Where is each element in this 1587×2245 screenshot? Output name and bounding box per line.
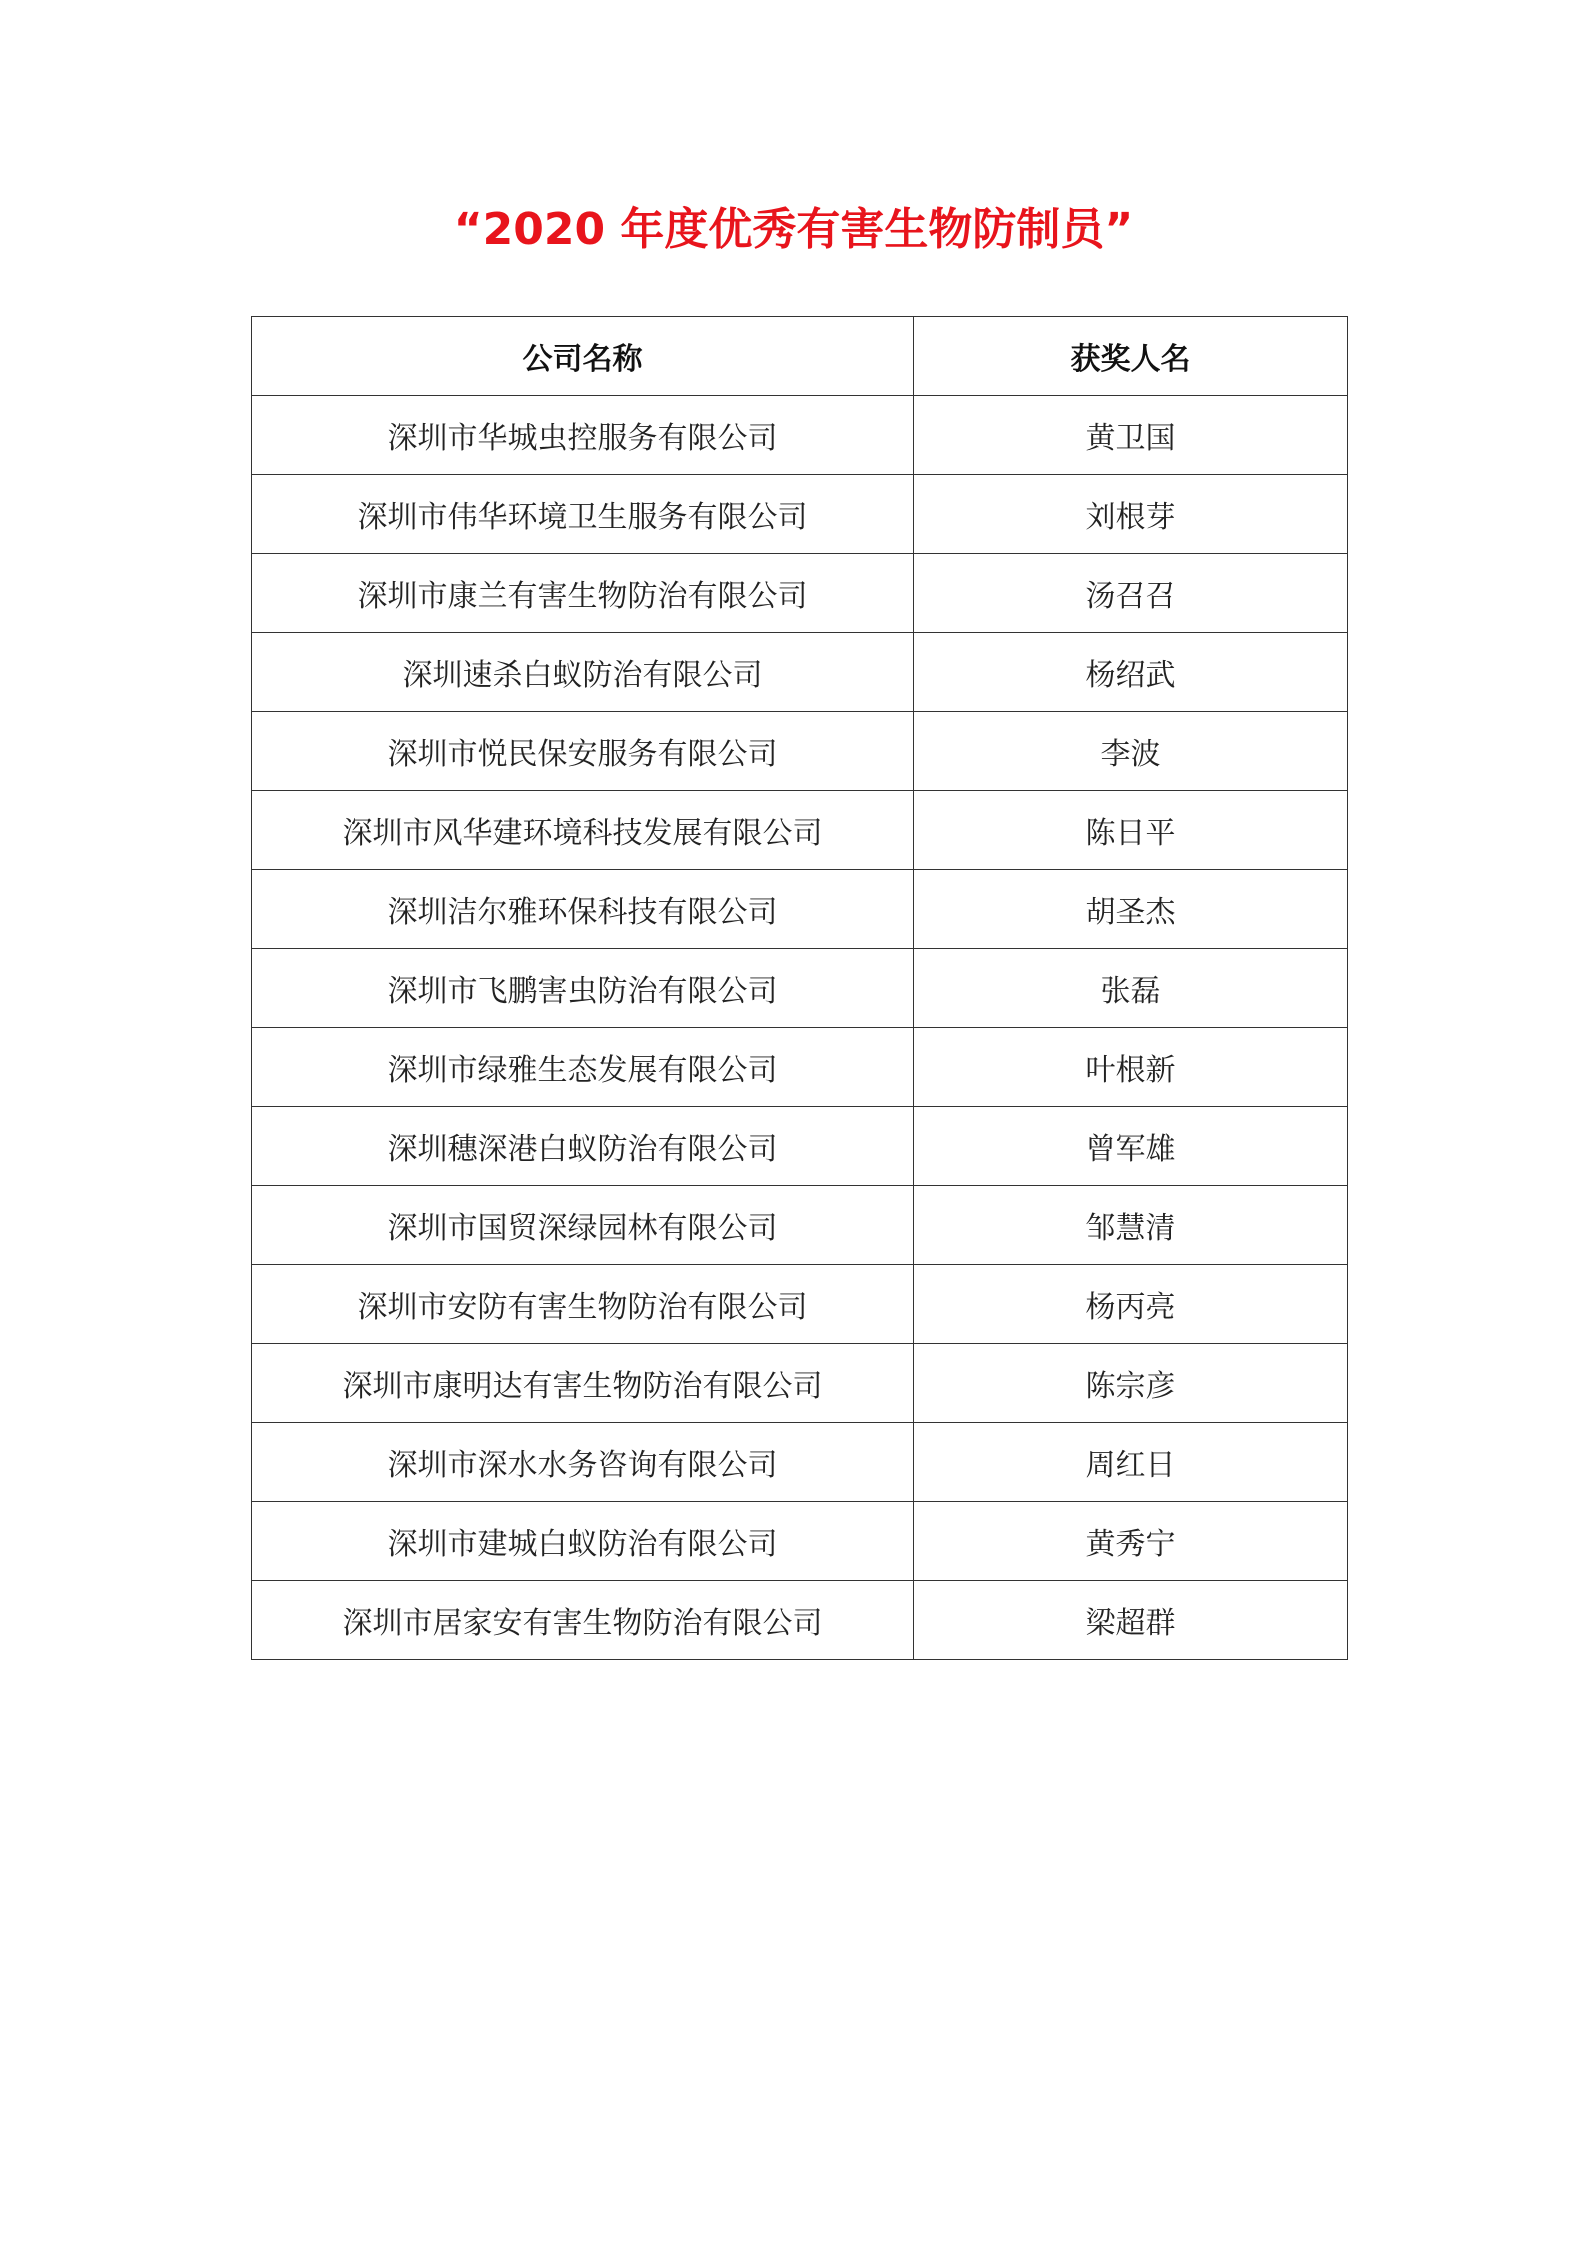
header-name: 获奖人名 — [914, 317, 1348, 396]
company-cell: 深圳市居家安有害生物防治有限公司 — [252, 1581, 914, 1660]
table-row — [252, 554, 1348, 633]
awardee-name-cell: 周红日 — [914, 1423, 1348, 1502]
awardee-name-cell: 黄卫国 — [914, 396, 1348, 475]
table-row — [252, 1502, 1348, 1581]
table-row — [252, 633, 1348, 712]
awardee-name-cell: 陈宗彦 — [914, 1344, 1348, 1423]
table-row — [252, 949, 1348, 1028]
awardee-name-cell: 陈日平 — [914, 791, 1348, 870]
table-row — [252, 1581, 1348, 1660]
company-cell: 深圳市飞鹏害虫防治有限公司 — [252, 949, 914, 1028]
awardee-name-cell: 杨丙亮 — [914, 1265, 1348, 1344]
header-company: 公司名称 — [252, 317, 914, 396]
company-cell: 深圳市伟华环境卫生服务有限公司 — [252, 475, 914, 554]
table-header-row — [252, 317, 1348, 396]
table-row — [252, 1186, 1348, 1265]
table-row — [252, 870, 1348, 949]
company-cell: 深圳市国贸深绿园林有限公司 — [252, 1186, 914, 1265]
awardee-name-cell: 杨绍武 — [914, 633, 1348, 712]
page-title: “2020 年度优秀有害生物防制员” — [453, 204, 1134, 255]
table-row — [252, 1028, 1348, 1107]
awardee-name-cell: 张磊 — [914, 949, 1348, 1028]
company-cell: 深圳市安防有害生物防治有限公司 — [252, 1265, 914, 1344]
table-row — [252, 396, 1348, 475]
table-row — [252, 1423, 1348, 1502]
company-cell: 深圳市建城白蚁防治有限公司 — [252, 1502, 914, 1581]
table-row — [252, 712, 1348, 791]
table-row — [252, 1344, 1348, 1423]
awardee-name-cell: 梁超群 — [914, 1581, 1348, 1660]
awardee-name-cell: 李波 — [914, 712, 1348, 791]
table-row — [252, 1107, 1348, 1186]
company-cell: 深圳市华城虫控服务有限公司 — [252, 396, 914, 475]
company-cell: 深圳市康明达有害生物防治有限公司 — [252, 1344, 914, 1423]
awardee-name-cell: 邹慧清 — [914, 1186, 1348, 1265]
awardee-table — [251, 316, 1348, 1660]
awardee-name-cell: 黄秀宁 — [914, 1502, 1348, 1581]
company-cell: 深圳市深水水务咨询有限公司 — [252, 1423, 914, 1502]
company-cell: 深圳速杀白蚁防治有限公司 — [252, 633, 914, 712]
company-cell: 深圳市悦民保安服务有限公司 — [252, 712, 914, 791]
awardee-name-cell: 汤召召 — [914, 554, 1348, 633]
company-cell: 深圳洁尔雅环保科技有限公司 — [252, 870, 914, 949]
company-cell: 深圳市康兰有害生物防治有限公司 — [252, 554, 914, 633]
company-cell: 深圳市风华建环境科技发展有限公司 — [252, 791, 914, 870]
company-cell: 深圳穗深港白蚁防治有限公司 — [252, 1107, 914, 1186]
table-row — [252, 475, 1348, 554]
company-cell: 深圳市绿雅生态发展有限公司 — [252, 1028, 914, 1107]
table-row — [252, 791, 1348, 870]
awardee-name-cell: 曾军雄 — [914, 1107, 1348, 1186]
table-row — [252, 1265, 1348, 1344]
awardee-name-cell: 刘根芽 — [914, 475, 1348, 554]
awardee-name-cell: 叶根新 — [914, 1028, 1348, 1107]
awardee-name-cell: 胡圣杰 — [914, 870, 1348, 949]
